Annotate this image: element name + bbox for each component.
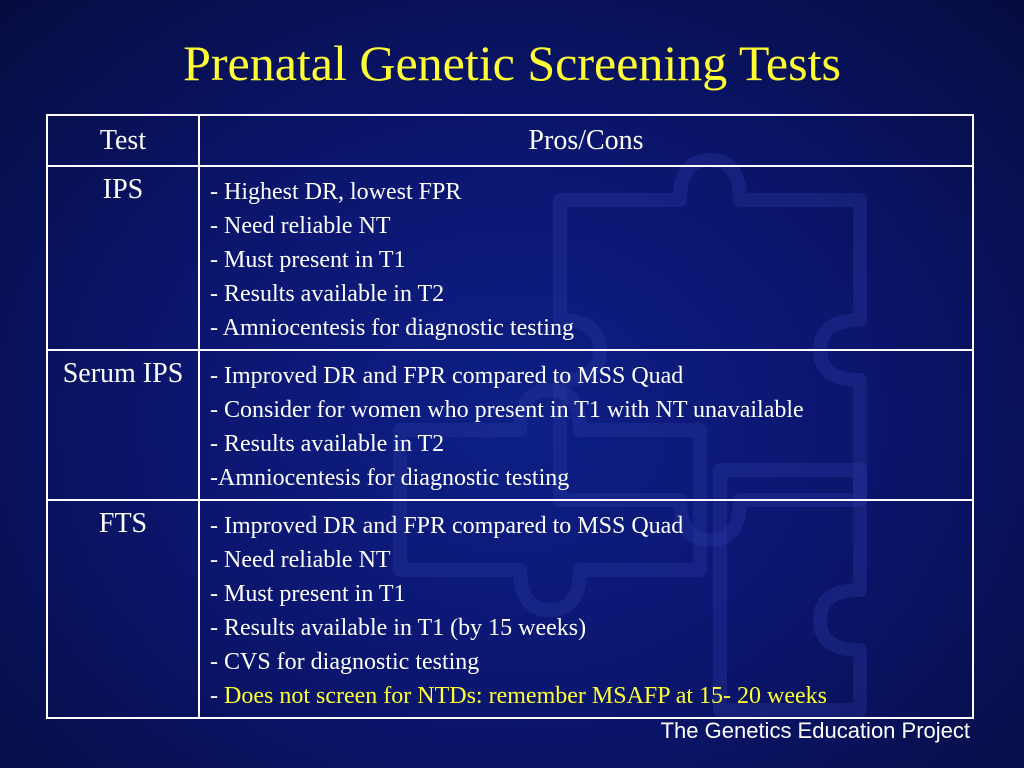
- pros-cons-item: - Results available in T1 (by 15 weeks): [210, 615, 587, 641]
- highlighted-note: Does not screen for NTDs: remember MSAFP at 15- 20 weeks: [224, 683, 827, 709]
- footer-credit: The Genetics Education Project: [660, 718, 970, 743]
- pros-cons-item: - Highest DR, lowest FPR: [210, 179, 462, 205]
- pros-cons-item: -Amniocentesis for diagnostic testing: [210, 465, 570, 491]
- pros-cons-item: - Amniocentesis for diagnostic testing: [210, 315, 574, 341]
- pros-cons-item-highlighted: [210, 679, 972, 713]
- test-name-cell: Serum IPS: [47, 350, 199, 500]
- screening-tests-table: [46, 114, 974, 719]
- test-name-cell: IPS: [47, 166, 199, 350]
- pros-cons-cell: [199, 350, 973, 500]
- item-prefix: -: [210, 683, 224, 709]
- slide-title: Prenatal Genetic Screening Tests: [183, 35, 841, 91]
- pros-cons-item: - CVS for diagnostic testing: [210, 649, 480, 675]
- pros-cons-item: - Need reliable NT: [210, 547, 391, 573]
- table-row-serum-ips: [47, 350, 973, 500]
- pros-cons-item: - Improved DR and FPR compared to MSS Quad: [210, 363, 684, 389]
- pros-cons-item: - Improved DR and FPR compared to MSS Quad: [210, 513, 684, 539]
- pros-cons-item: - Results available in T2: [210, 431, 445, 457]
- pros-cons-item: - Need reliable NT: [210, 213, 391, 239]
- header-test: Test: [47, 115, 199, 166]
- pros-cons-cell: [199, 166, 973, 350]
- table-row-ips: [47, 166, 973, 350]
- header-pros-cons: Pros/Cons: [199, 115, 973, 166]
- pros-cons-item: - Results available in T2: [210, 281, 445, 307]
- test-name-cell: FTS: [47, 500, 199, 718]
- table-header-row: [47, 115, 973, 166]
- table-row-fts: [47, 500, 973, 718]
- pros-cons-cell: [199, 500, 973, 718]
- pros-cons-item: - Must present in T1: [210, 581, 406, 607]
- pros-cons-item: - Must present in T1: [210, 247, 406, 273]
- pros-cons-item: - Consider for women who present in T1 with NT unavailable: [210, 397, 804, 423]
